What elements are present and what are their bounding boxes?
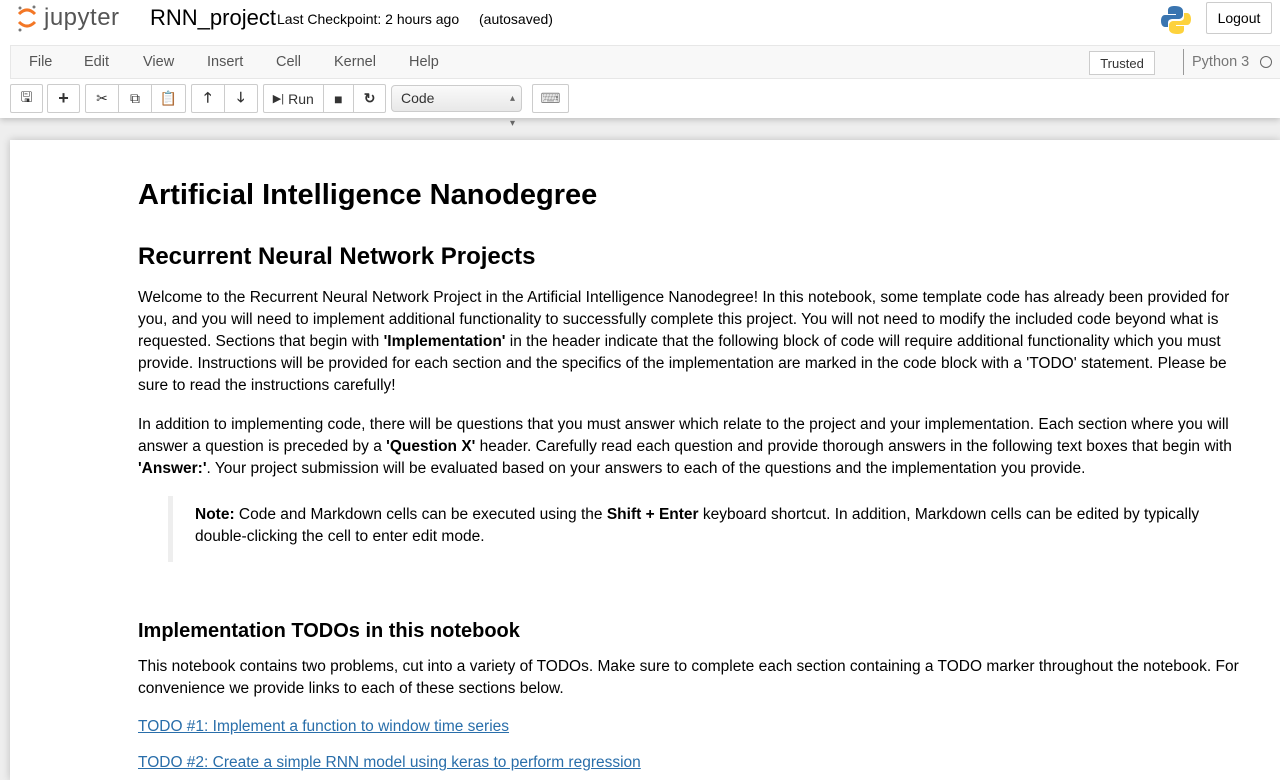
save-button[interactable]: 🖫 xyxy=(20,88,33,105)
toolbar-group-run xyxy=(263,84,386,113)
section-heading: Recurrent Neural Network Projects xyxy=(138,243,536,270)
toolbar-group-insert xyxy=(47,84,80,113)
questions-paragraph: In addition to implementing code, there will be questions that you must answer which relate to the project and your implementation. Each section where you will answer a question is preceded by a 'Question X' header. Carefully read each question and provide thorough answers in the following text boxes that begin with 'Answer:'. Your project submission will be evaluated based on your answers to each of the questions and the implementation you provide. xyxy=(138,416,1232,477)
todos-heading: Implementation TODOs in this notebook xyxy=(138,620,520,642)
interrupt-button[interactable]: ■ xyxy=(324,85,355,112)
autosave-status: (autosaved) xyxy=(479,11,553,27)
toolbar-group-move xyxy=(191,84,258,113)
cell-type-value: Code xyxy=(401,90,435,106)
move-down-button[interactable]: 🡓 xyxy=(237,88,245,105)
menu-insert[interactable]: Insert xyxy=(207,54,244,70)
intro-paragraph: Welcome to the Recurrent Neural Network Project in the Artificial Intelligence Nanodegree! In this notebook, some template code has already been provided for you, and you will need to implement additional functionality to successfully complete this project. You will not need to modify the included code beyond what is requested. Sections that begin with 'Implementation' in the header indicate that the following block of code will require additional functionality which you must provide. Instructions will be provided for each section and the specifics of the implementation are marked in the code block with a 'TODO' statement. Please be sure to read the instructions carefully! xyxy=(138,289,1230,394)
cut-button[interactable]: ✂ xyxy=(86,85,119,112)
kernel-name[interactable]: Python 3 xyxy=(1183,49,1249,75)
menu-edit[interactable]: Edit xyxy=(84,54,109,70)
note-blockquote: Note: Code and Markdown cells can be executed using the Shift + Enter keyboard shortcut. In addition, Markdown cells can be edited by typically double-clicking the cell to enter edit mode. xyxy=(168,496,1208,562)
notebook-name[interactable]: RNN_project xyxy=(150,5,276,30)
jupyter-logo[interactable] xyxy=(16,4,120,32)
select-arrows-icon: ▴ ▾ xyxy=(509,93,515,129)
move-up-button[interactable]: 🡑 xyxy=(192,85,225,112)
run-button[interactable] xyxy=(264,85,324,112)
todo-1-link[interactable]: TODO #1: Implement a function to window time series xyxy=(138,718,510,735)
menu-cell[interactable]: Cell xyxy=(276,54,301,70)
menu-view[interactable]: View xyxy=(143,54,175,70)
checkpoint-status: Last Checkpoint: 2 hours ago xyxy=(277,11,460,27)
menu-bar xyxy=(10,45,1280,79)
title-heading: Artificial Intelligence Nanodegree xyxy=(138,179,598,211)
jupyter-logo-icon xyxy=(16,4,38,32)
restart-button[interactable]: ↻ xyxy=(363,90,376,106)
todo-2-link[interactable]: TODO #2: Create a simple RNN model using keras to perform regression xyxy=(138,754,641,771)
run-icon: ▶| xyxy=(272,93,285,105)
insert-cell-button[interactable]: + xyxy=(58,88,69,108)
copy-button[interactable]: ⧉ xyxy=(119,85,152,112)
toolbar-group-edit xyxy=(85,84,186,113)
notebook-page xyxy=(10,140,1280,780)
kernel-idle-indicator-icon xyxy=(1260,56,1272,68)
menu-kernel[interactable]: Kernel xyxy=(334,54,376,70)
header xyxy=(0,0,1280,129)
paste-button[interactable]: 📋 xyxy=(159,90,178,106)
logout-button[interactable]: Logout xyxy=(1206,2,1272,34)
cell-type-select[interactable] xyxy=(391,85,522,129)
python-logo-icon xyxy=(1160,4,1192,36)
keyboard-shortcuts-button[interactable]: ⌨ xyxy=(540,90,561,106)
run-label: Run xyxy=(288,90,314,107)
trusted-badge[interactable]: Trusted xyxy=(1089,51,1155,75)
logo-text: jupyter xyxy=(44,4,120,31)
todos-paragraph: This notebook contains two problems, cut into a variety of TODOs. Make sure to complete each section containing a TODO marker throughout the notebook. For convenience we provide links to each of these sections below. xyxy=(138,658,1239,697)
menu-help[interactable]: Help xyxy=(409,54,439,70)
toolbar-group-keyboard xyxy=(532,84,569,113)
menu-file[interactable]: File xyxy=(29,54,53,70)
toolbar-group-save xyxy=(10,84,43,113)
